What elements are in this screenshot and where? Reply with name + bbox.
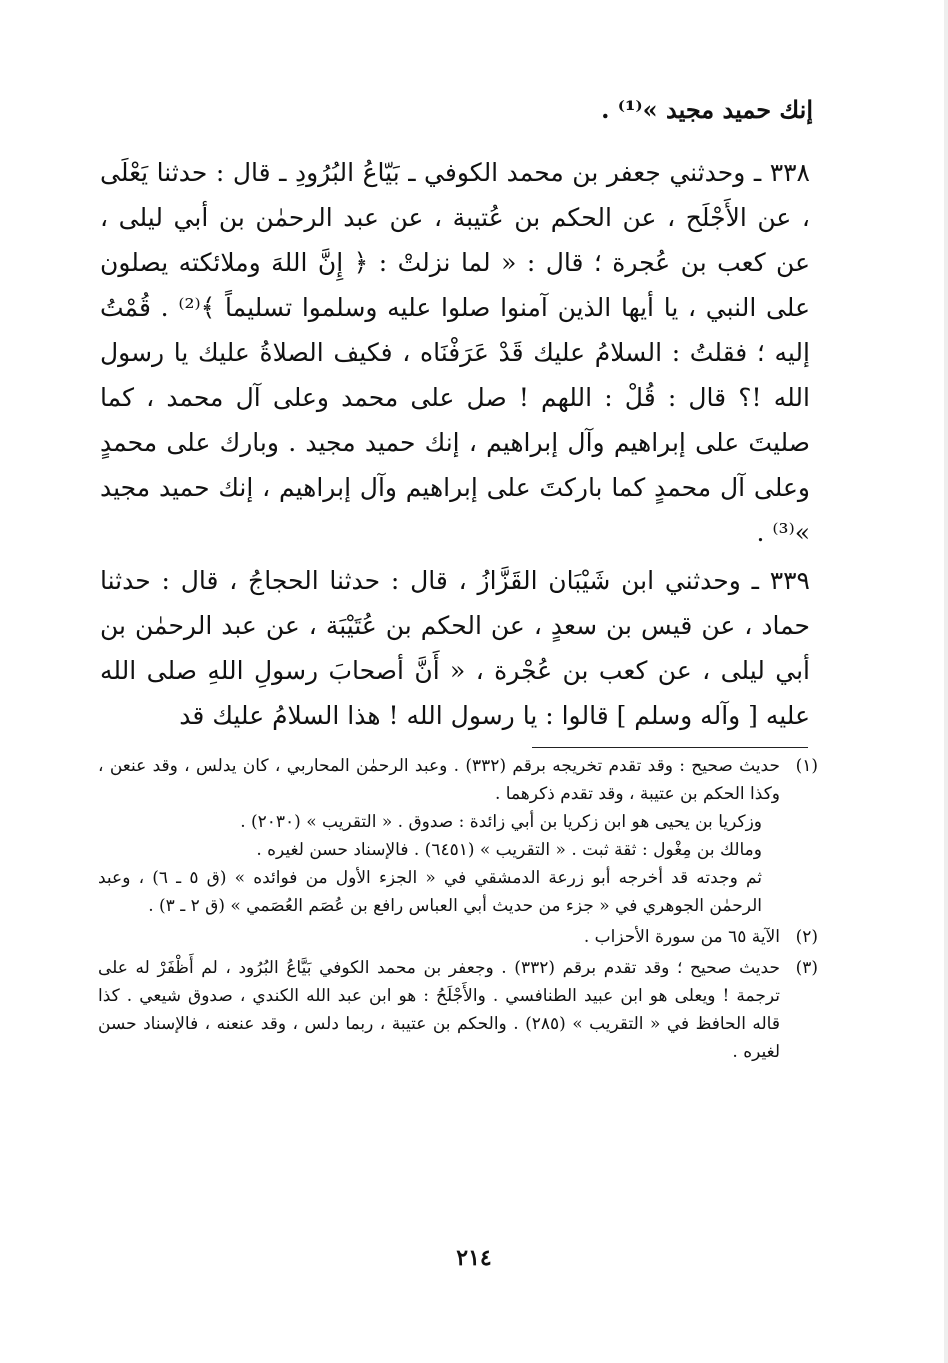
footnote-body [98,954,780,1066]
footnote-line: الآية ٦٥ من سورة الأحزاب . [583,927,780,947]
footnote-body [98,923,780,951]
paragraph-339: ٣٣٩ ـ وحدثني ابن شَيْبَان القَزَّازُ ، قال : حدثنا الحجاجُ ، قال : حدثنا حماد ، عن قيس بن سعدٍ ، عن الحكم بن عُتَيْبَة ، عن عبد الرحمٰن بن أبي ليلى ، عن كعب بن عُجْرة ، « أَنَّ أصحابَ رسولِ اللهِ صلى الله عليه [ وآله وسلم ] قالوا : يا رسول الله ! هذا السلامُ عليك قد [100,566,810,730]
footnote-line: حديث صحيح : وقد تقدم تخريجه برقم (٣٣٢) . وعبد الرحمٰن المحاربي ، كان يدلس ، وقد عنعن ، وكذا الحكم بن عتيبة ، وقد تقدم ذكرهما . [98,756,780,804]
footnote-body [98,752,780,920]
footnote-number: (٣) [795,958,818,978]
footnotes [98,752,818,1069]
footnote-3 [98,954,818,1066]
paragraph-338: ٣٣٨ ـ وحدثني جعفر بن محمد الكوفي ـ بَيّاعُ البُرُودِ ـ قال : حدثنا يَعْلَى ، عن الأَجْلَح ، عن الحكم بن عُتيبة ، عن عبد الرحمٰن بن أبي ليلى ، عن كعب بن عُجرة ؛ قال : « لما نزلتْ : ﴿ إِنَّ اللهَ وملائكته يصلون على النبي ، يا أيها الذين آمنوا صلوا عليه وسلموا تسليماً ﴾⁽²⁾ . قُمْتُ إليه ؛ فقلتُ : السلامُ عليك قَدْ عَرَفْنَاه ، فكيف الصلاةُ عليك يا رسول الله !؟ قال : قُلْ : اللهم ! صل على محمد وعلى آل محمد ، كما صليتَ على إبراهيم وآل إبراهيم ، إنك حميد مجيد . وبارك على محمدٍ وعلى آل محمدٍ كما باركتَ على إبراهيم وآل إبراهيم ، إنك حميد مجيد »⁽³⁾ . [100,158,811,547]
footnote-line: حديث صحيح ؛ وقد تقدم برقم (٣٣٢) . وجعفر بن محمد الكوفي بَيَّاعُ البُرُود ، لم أَظْفَرْ له على ترجمة ! ويعلى هو ابن عبيد الطنافسي . والأَجْلَحُ : هو ابن عبد الله الكندي ، صدوق شيعي . كذا قاله الحافظ في « التقريب » (٢٨٥) . والحكم بن عتيبة ، ربما دلس ، وقد عنعنه ، فالإسناد حسن لغيره . [98,958,780,1062]
footnote-number: (٢) [795,927,818,947]
footnote-separator [532,747,808,748]
footnote-line: ومالك بن مِغْول : ثقة ثبت . « التقريب » (٦٤٥١) . فالإسناد حسن لغيره . [256,840,762,860]
footnote-number: (١) [795,756,818,776]
footnote-line: ثم وجدته قد أخرجه أبو زرعة الدمشقي في « الجزء الأول من فوائده » (ق ٥ ـ ٦) ، وعبد الرحمٰن الجوهري في « جزء من حديث أبي العباس رافع بن عُصَم العُصَمي » (ق ٢ ـ ٣) . [98,868,763,916]
page-edge-shadow [944,0,948,1363]
footnote-line: وزكريا بن يحيى هو ابن زكريا بن أبي زائدة : صدوق . « التقريب » (٢٠٣٠) . [240,812,762,832]
opening-line: إنك حميد مجيد »⁽¹⁾ . [601,95,813,124]
page-number: ٢١٤ [456,1245,492,1271]
footnote-2 [98,923,818,951]
footnote-1 [98,752,818,920]
